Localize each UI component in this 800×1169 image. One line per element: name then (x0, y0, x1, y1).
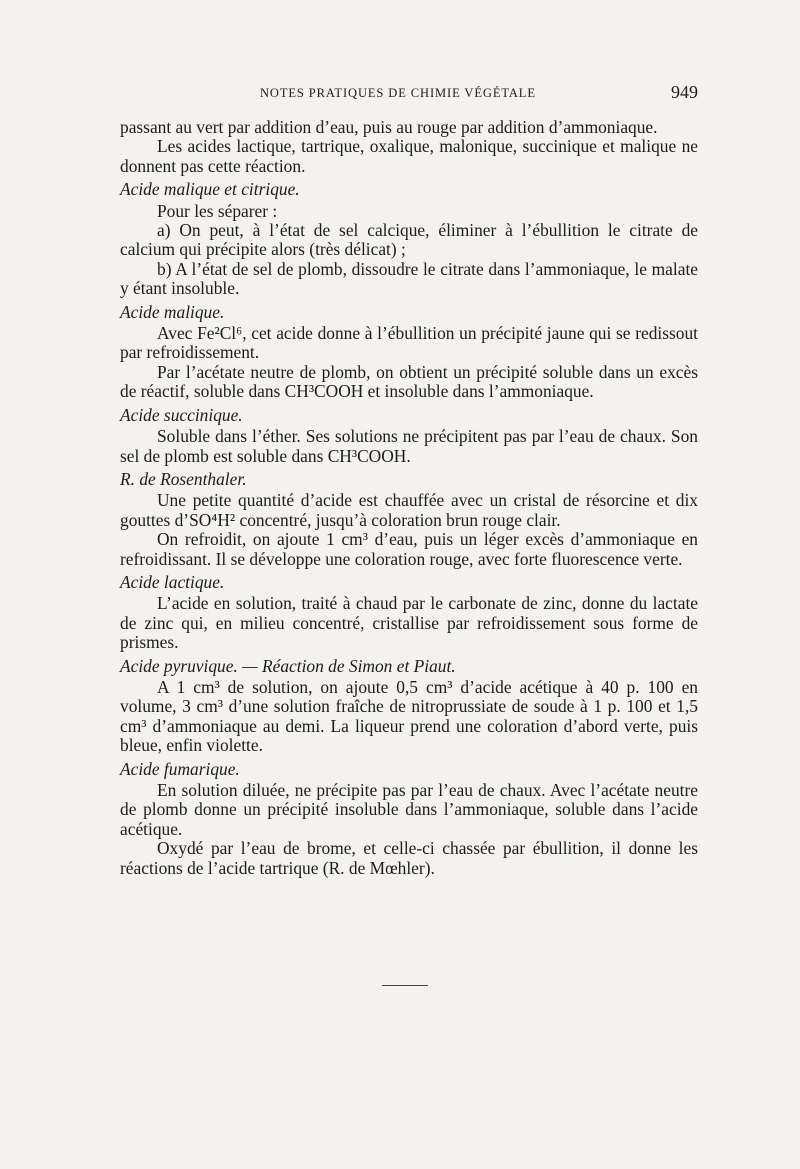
section-heading: Acide malique. (120, 301, 225, 322)
section-heading: Acide succinique. (120, 404, 243, 425)
section-heading: Acide pyruvique. — Réaction de Simon et Piaut. (120, 655, 456, 676)
paragraph: Soluble dans l’éther. Ses solutions ne précipitent pas par l’eau de chaux. Son sel de plomb est soluble dans CH³COOH. (120, 426, 698, 466)
paragraph: Avec Fe²Cl⁶, cet acide donne à l’ébullition un précipité jaune qui se redissout par refroidissement. (120, 323, 698, 363)
paragraph: Oxydé par l’eau de brome, et celle-ci chassée par ébullition, il donne les réactions de l’acide tartrique (R. de Mœhler). (120, 838, 698, 878)
paragraph: L’acide en solution, traité à chaud par le carbonate de zinc, donne du lactate de zinc qui, en milieu concentré, cristallise par refroidissement sous forme de prismes. (120, 593, 698, 653)
paragraph: Pour les séparer : (157, 200, 278, 221)
running-title: NOTES PRATIQUES DE CHIMIE VÉGÉTALE (260, 86, 536, 100)
paragraph: b) A l’état de sel de plomb, dissoudre le citrate dans l’ammoniaque, le malate y étant insoluble. (120, 258, 698, 299)
paragraph: Les acides lactique, tartrique, oxalique, malonique, succinique et malique ne donnent pas cette réaction. (120, 136, 698, 176)
paragraph: A 1 cm³ de solution, on ajoute 0,5 cm³ d’acide acétique à 40 p. 100 en volume, 3 cm³ d’une solution fraîche de nitroprussiate de soude à 1 p. 100 et 1,5 cm³ d’ammoniaque au demi. La liqueur prend une coloration d’abord verte, puis bleue, enfin violette. (120, 676, 698, 756)
body-text (120, 118, 698, 878)
end-rule (382, 985, 428, 986)
page-header (120, 84, 698, 106)
paragraph: passant au vert par addition d’eau, puis au rouge par addition d’ammoniaque. (120, 117, 658, 137)
paragraph: Une petite quantité d’acide est chauffée avec un cristal de résorcine et dix gouttes d’SO⁴H² concentré, jusqu’à coloration brun rouge clair. (120, 490, 698, 530)
paragraph: a) On peut, à l’état de sel calcique, éliminer à l’ébullition le citrate de calcium qui précipite alors (très délicat) ; (120, 220, 698, 260)
section-heading: Acide lactique. (120, 571, 225, 592)
paragraph: En solution diluée, ne précipite pas par l’eau de chaux. Avec l’acétate neutre de plomb donne un précipité insoluble dans l’ammoniaque, soluble dans l’acide acétique. (120, 780, 698, 839)
page-number: 949 (671, 82, 698, 102)
section-heading: R. de Rosenthaler. (120, 468, 247, 489)
section-heading: Acide fumarique. (120, 758, 240, 779)
section-heading: Acide malique et citrique. (120, 179, 300, 200)
paragraph: On refroidit, on ajoute 1 cm³ d’eau, puis un léger excès d’ammoniaque en refroidissant. Il se développe une coloration rouge, avec forte fluorescence verte. (120, 529, 698, 569)
paragraph: Par l’acétate neutre de plomb, on obtient un précipité soluble dans un excès de réactif, soluble dans CH³COOH et insoluble dans l’ammoniaque. (120, 361, 698, 402)
